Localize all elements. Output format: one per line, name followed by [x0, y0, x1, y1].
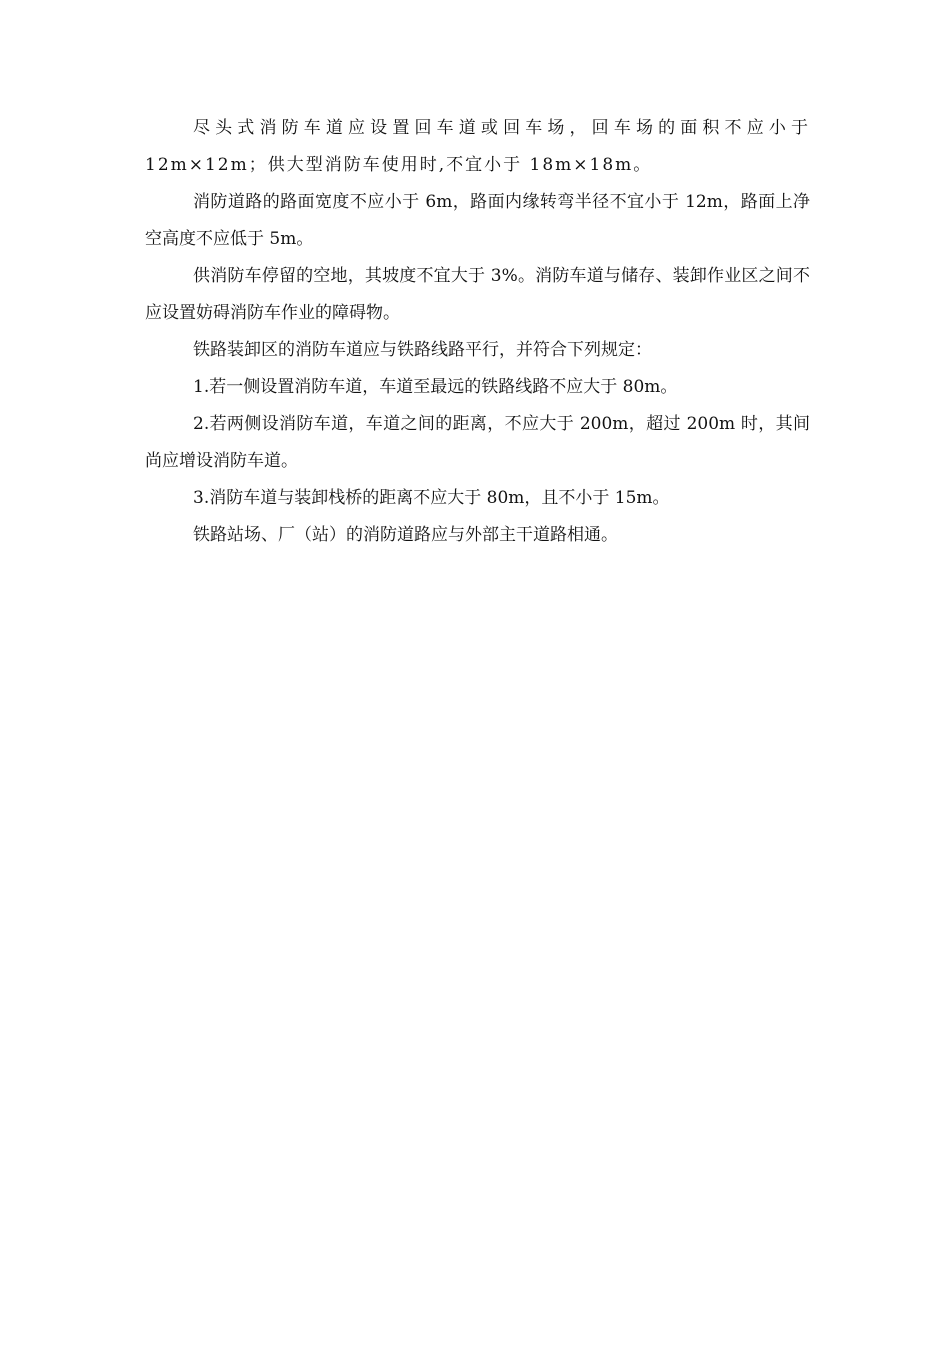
- list-item-rule-3: 3.消防车道与装卸栈桥的距离不应大于 80m，且不小于 15m。: [193, 488, 670, 508]
- paragraph-parking-slope: 供消防车停留的空地，其坡度不宜大于 3%。消防车道与储存、装卸作业区之间不应设置妨碍消防车作业的障碍物。: [145, 266, 810, 323]
- paragraph-station-roads: 铁路站场、厂（站）的消防道路应与外部主干道路相通。: [193, 525, 618, 545]
- list-item-rule-1: 1.若一侧设置消防车道，车道至最远的铁路线路不应大于 80m。: [193, 377, 678, 397]
- paragraph-road-width: 消防道路的路面宽度不应小于 6m，路面内缘转弯半径不宜小于 12m，路面上净空高度不应低于 5m。: [145, 192, 810, 249]
- paragraph-turnaround: 尽头式消防车道应设置回车道或回车场，回车场的面积不应小于12m×12m；供大型消防车使用时,不宜小于 18m×18m。: [145, 118, 810, 175]
- list-item-rule-2: 2.若两侧设消防车道，车道之间的距离，不应大于 200m，超过 200m 时，其间尚应增设消防车道。: [145, 414, 810, 471]
- paragraph-railway-rules: 铁路装卸区的消防车道应与铁路线路平行，并符合下列规定：: [193, 340, 652, 360]
- document-body: [145, 110, 810, 554]
